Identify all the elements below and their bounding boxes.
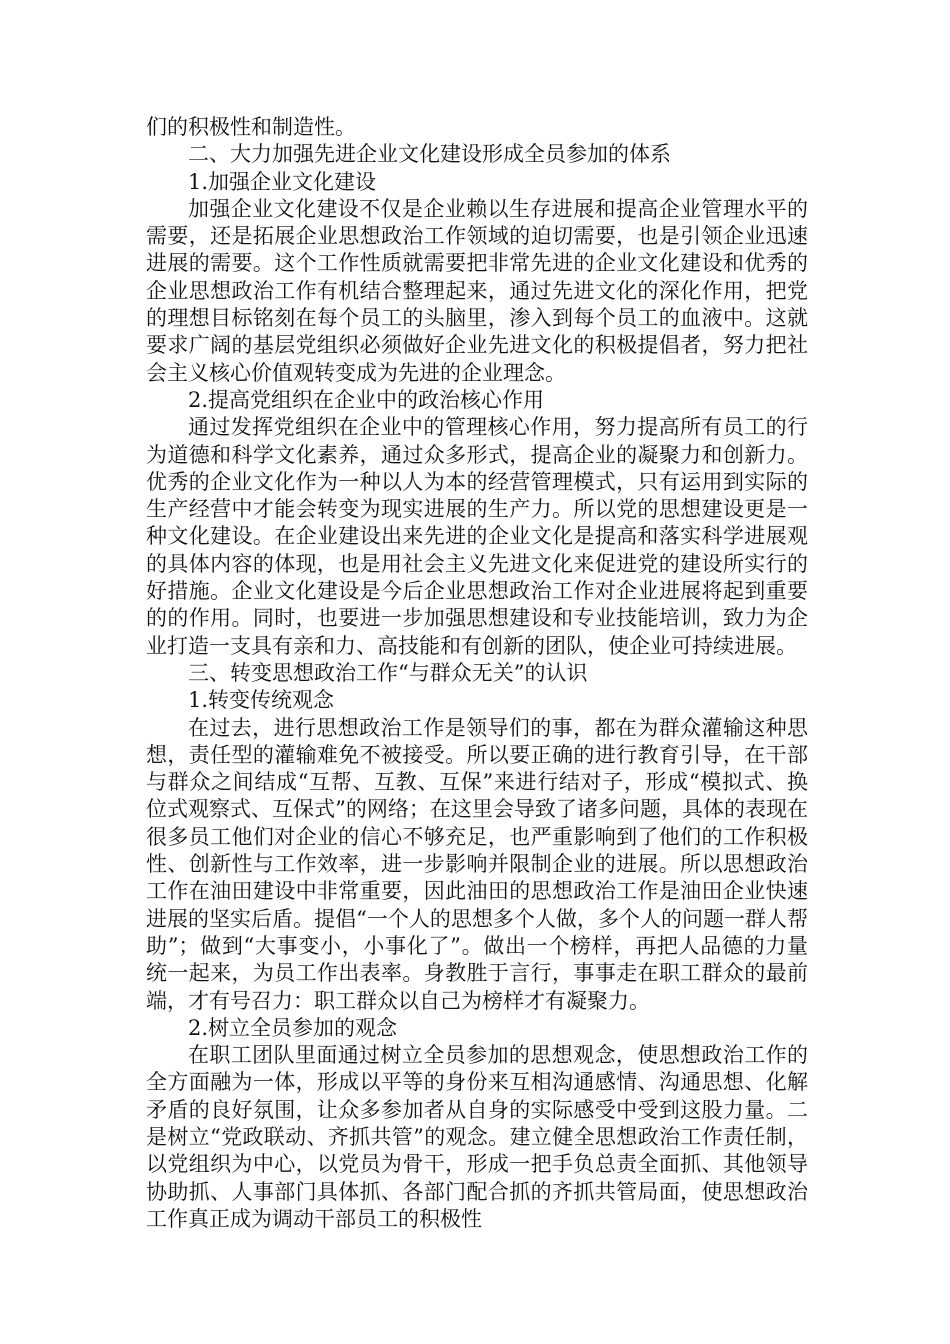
body-paragraph: 在职工团队里面通过树立全员参加的思想观念，使思想政治工作的全方面融为一体，形成以平等的身份来互相沟通感情、沟通思想、化解矛盾的良好氛围，让众多参加者从自身的实际感受中受到这股力量。二是树立“党政联动、齐抓共管”的观念。建立健全思想政治工作责任制，以党组织为中心，以党员为骨干，形成一把手负总责全面抓、其他领导协助抓、人事部门具体抓、各部门配合抓的齐抓共管局面，使思想政治工作真正成为调动干部员工的积极性 xyxy=(146,1043,808,1231)
document-page xyxy=(146,114,808,1233)
subsection-heading-2-2: 2.提高党组织在企业中的政治核心作用 xyxy=(188,387,545,412)
paragraph-continuation: 们的积极性和制造性。 xyxy=(146,115,356,139)
subsection-heading-2-1: 1.加强企业文化建设 xyxy=(188,169,377,194)
body-paragraph: 通过发挥党组织在企业中的管理核心作用，努力提高所有员工的行为道德和科学文化素养，通过众多形式，提高企业的凝聚力和创新力。优秀的企业文化作为一种以人为本的经营管理模式，只有运用到实际的生产经营中才能会转变为现实进展的生产力。所以党的思想建设更是一种文化建设。在企业建设出来先进的企业文化是提高和落实科学进展观的具体内容的体现，也是用社会主义先进文化来促进党的建设所实行的好措施。企业文化建设是今后企业思想政治工作对企业进展将起到重要的的作用。同时，也要进一步加强思想建设和专业技能培训，致力为企业打造一支具有亲和力、高技能和有创新的团队，使企业可持续进展。 xyxy=(146,415,808,658)
section-heading-3: 三、转变思想政治工作“与群众无关”的认识 xyxy=(188,660,588,685)
body-paragraph: 加强企业文化建设不仅是企业赖以生存进展和提高企业管理水平的需要，还是拓展企业思想政治工作领域的迫切需要，也是引领企业迅速进展的需要。这个工作性质就需要把非常先进的企业文化建设和优秀的企业思想政治工作有机结合整理起来，通过先进文化的深化作用，把党的理想目标铭刻在每个员工的头脑里，渗入到每个员工的血液中。这就要求广阔的基层党组织必须做好企业先进文化的积极提倡者，努力把社会主义核心价值观转变成为先进的企业理念。 xyxy=(146,196,808,385)
subsection-heading-3-1: 1.转变传统观念 xyxy=(188,688,335,713)
subsection-heading-3-2: 2.树立全员参加的观念 xyxy=(188,1015,398,1040)
section-heading-2: 二、大力加强先进企业文化建设形成全员参加的体系 xyxy=(188,142,671,167)
body-paragraph: 在过去，进行思想政治工作是领导们的事，都在为群众灌输这种思想，责任型的灌输难免不被接受。所以要正确的进行教育引导，在干部与群众之间结成“互帮、互教、互保”来进行结对子，形成“模拟式、换位式观察式、互保式”的网络；在这里会导致了诸多问题，具体的表现在很多员工他们对企业的信心不够充足，也严重影响到了他们的工作积极性、创新性与工作效率，进一步影响并限制企业的进展。所以思想政治工作在油田建设中非常重要，因此油田的思想政治工作是油田企业快速进展的坚实后盾。提倡“一个人的思想多个人做，多个人的问题一群人帮助”；做到“大事变小，小事化了”。做出一个榜样，再把人品德的力量统一起来，为员工作出表率。身教胜于言行，事事走在职工群众的最前端，才有号召力：职工群众以自己为榜样才有凝聚力。 xyxy=(146,715,808,1013)
